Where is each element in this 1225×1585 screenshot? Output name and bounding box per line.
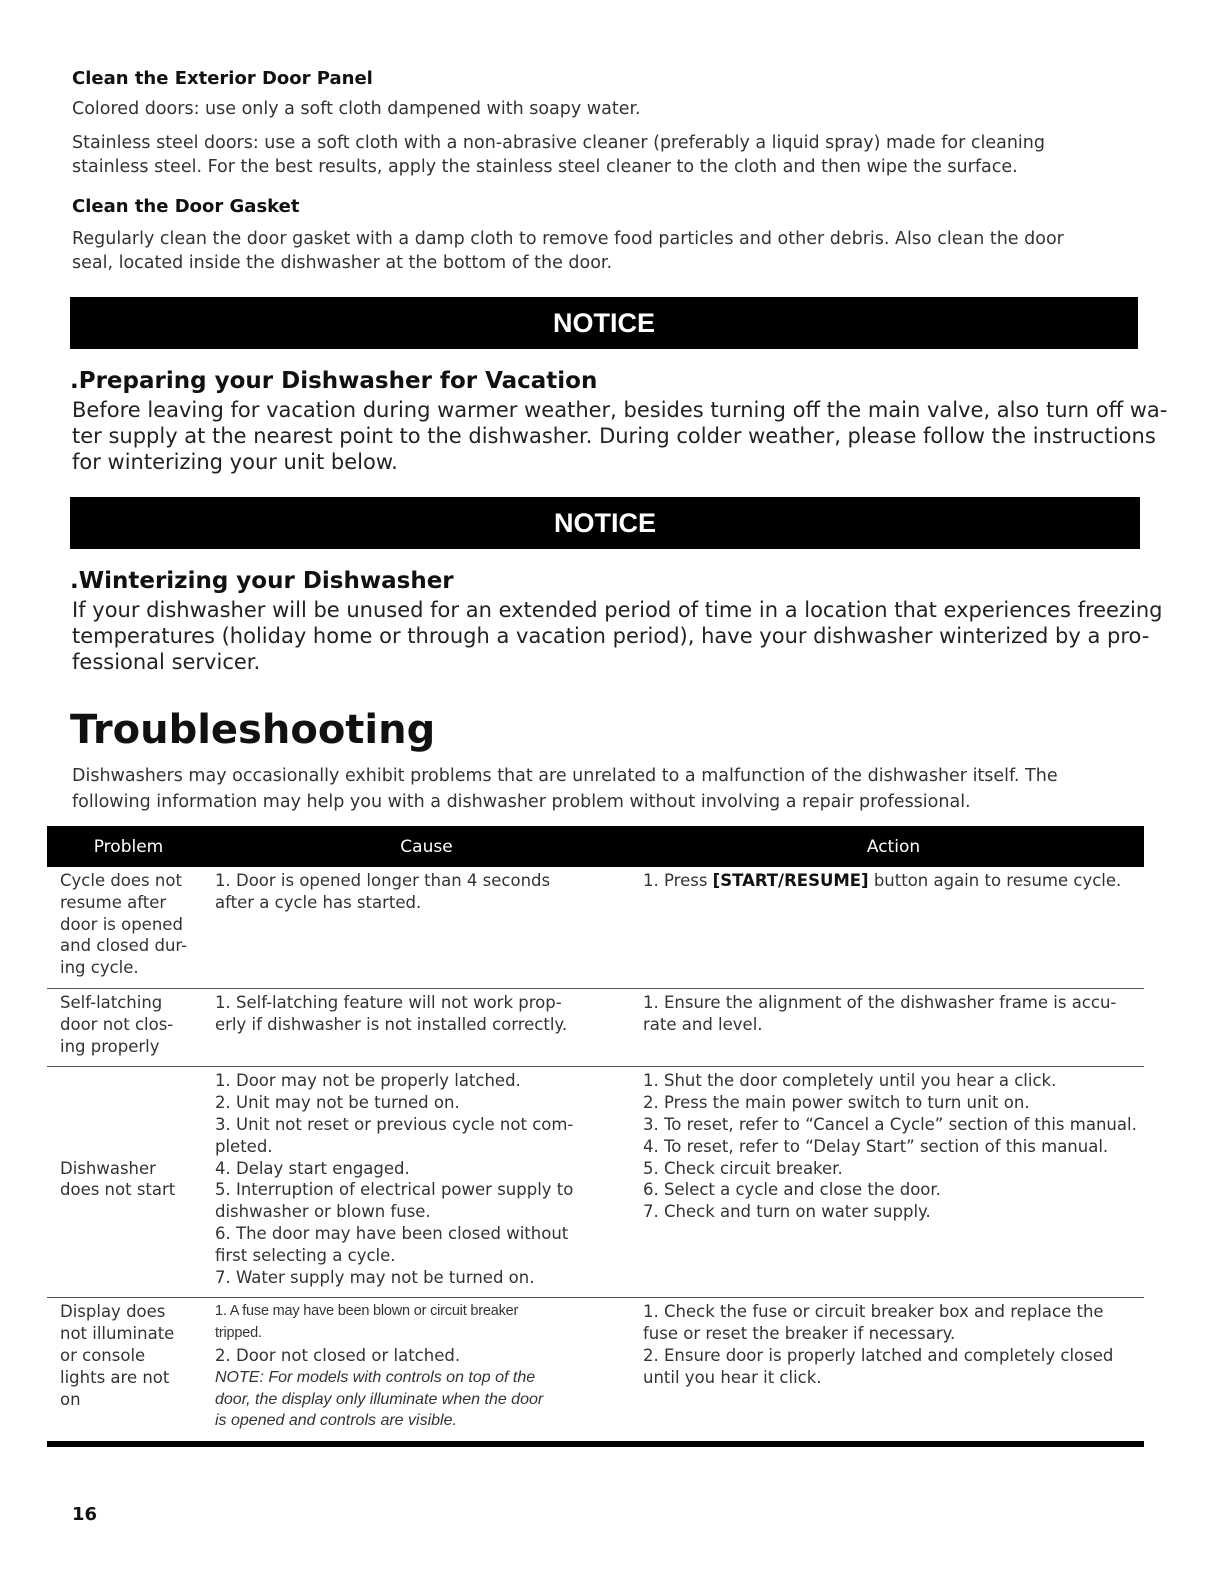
text-line: 1. Door is opened longer than 4 seconds — [215, 871, 551, 890]
cause-cell — [210, 867, 643, 988]
gasket-heading: Clean the Door Gasket — [72, 196, 300, 217]
text-line: 4. To reset, refer to “Delay Start” section of this manual. — [643, 1136, 1109, 1156]
text-line: Display does — [60, 1302, 166, 1322]
text-line: 1. A fuse may have been blown or circuit breaker — [215, 1303, 519, 1320]
winterizing-heading: .Winterizing your Dishwasher — [70, 568, 454, 594]
table-header-row — [47, 826, 1144, 867]
winterizing-paragraph — [72, 597, 1163, 675]
troubleshooting-table — [47, 826, 1144, 1447]
text-line: tripped. — [215, 1325, 262, 1342]
cause-cell — [210, 1298, 643, 1444]
problem-cell — [47, 1298, 210, 1444]
vacation-heading: .Preparing your Dishwasher for Vacation — [70, 368, 598, 394]
text-line: Self-latching — [60, 992, 163, 1012]
text-line: temperatures (holiday home or through a vacation period), have your dishwasher winterized by a pro- — [72, 624, 1150, 648]
text-line: fessional servicer. — [72, 650, 261, 674]
text-line: 2. Press the main power switch to turn unit on. — [643, 1093, 1030, 1113]
text-line: Cycle does not — [60, 871, 182, 890]
page-title: Troubleshooting — [70, 707, 436, 753]
text-line: 1. Door may not be properly latched. — [215, 1071, 521, 1091]
text-line: 1. Check the fuse or circuit breaker box and replace the — [643, 1302, 1104, 1322]
text-line: erly if dishwasher is not installed correctly. — [215, 1014, 568, 1034]
notice-bar: NOTICE — [70, 297, 1138, 349]
text-line: 2. Unit may not be turned on. — [215, 1093, 460, 1113]
problem-cell — [47, 988, 210, 1066]
troubleshooting-intro — [72, 763, 1152, 815]
problem-cell — [47, 1067, 210, 1298]
table-row — [47, 988, 1144, 1066]
column-header-problem: Problem — [47, 826, 210, 867]
text-line: for winterizing your unit below. — [72, 450, 398, 474]
page-number: 16 — [72, 1504, 98, 1525]
text-line: rate and level. — [643, 1014, 763, 1034]
text-line: 7. Check and turn on water supply. — [643, 1202, 931, 1222]
action-cell — [643, 1067, 1144, 1298]
text-line: 6. Select a cycle and close the door. — [643, 1180, 941, 1200]
text-line: pleted. — [215, 1136, 273, 1156]
text-line: Regularly clean the door gasket with a damp cloth to remove food particles and other debris. Also clean the door — [72, 229, 1064, 249]
note-text: is opened and controls are visible. — [215, 1412, 457, 1430]
problem-cell — [47, 867, 210, 988]
notice-bar: NOTICE — [70, 497, 1140, 549]
note-text: NOTE: For models with controls on top of the — [215, 1368, 536, 1386]
text-line: ing properly — [60, 1036, 160, 1056]
text-line: and closed dur- — [60, 936, 188, 956]
gasket-paragraph — [72, 227, 1152, 275]
text-line: 5. Check circuit breaker. — [643, 1158, 843, 1178]
text-line — [643, 870, 1144, 892]
exterior-heading: Clean the Exterior Door Panel — [72, 68, 373, 89]
text-line: seal, located inside the dishwasher at the bottom of the door. — [72, 253, 613, 273]
text-line: door is opened — [60, 914, 183, 934]
cause-cell — [210, 1067, 643, 1298]
start-resume-button-label: [START/RESUME] — [712, 871, 869, 890]
text-line: Dishwashers may occasionally exhibit problems that are unrelated to a malfunction of the dishwasher itself. The — [72, 766, 1058, 786]
cause-cell — [210, 988, 643, 1066]
text-line: fuse or reset the breaker if necessary. — [643, 1324, 956, 1344]
vacation-paragraph — [72, 397, 1168, 475]
text-line: until you hear it click. — [643, 1367, 822, 1387]
text-line: dishwasher or blown fuse. — [215, 1202, 431, 1222]
column-header-cause: Cause — [210, 826, 643, 867]
text-line: door not clos- — [60, 1014, 174, 1034]
text-line: 1. Ensure the alignment of the dishwasher frame is accu- — [643, 992, 1117, 1012]
action-cell — [643, 988, 1144, 1066]
text-line: 4. Delay start engaged. — [215, 1158, 410, 1178]
table-row — [47, 867, 1144, 988]
text-line: 3. To reset, refer to “Cancel a Cycle” section of this manual. — [643, 1114, 1137, 1134]
text-line: does not start — [60, 1180, 176, 1200]
text-line: Dishwasher — [60, 1158, 156, 1178]
action-text: 1. Press — [643, 871, 713, 890]
action-cell — [643, 1298, 1144, 1444]
text-line: 1. Self-latching feature will not work prop- — [215, 992, 562, 1012]
table-row — [47, 1067, 1144, 1298]
text-line: ing cycle. — [60, 958, 139, 978]
action-cell — [643, 867, 1144, 988]
column-header-action: Action — [643, 826, 1144, 867]
text-line: resume after — [60, 892, 167, 912]
text-line: following information may help you with a dishwasher problem without involving a repair professional. — [72, 792, 971, 812]
text-line: on — [60, 1389, 81, 1409]
text-line: 1. Shut the door completely until you hear a click. — [643, 1071, 1057, 1091]
text-line: 2. Door not closed or latched. — [215, 1345, 461, 1365]
table-row — [47, 1298, 1144, 1444]
text-line: 2. Ensure door is properly latched and completely closed — [643, 1345, 1114, 1365]
text-line: not illuminate — [60, 1324, 175, 1344]
text-line: Stainless steel doors: use a soft cloth with a non-abrasive cleaner (preferably a liquid spray) made for cleaning — [72, 133, 1045, 153]
text-line: 3. Unit not reset or previous cycle not com- — [215, 1114, 574, 1134]
text-line: 5. Interruption of electrical power supply to — [215, 1180, 574, 1200]
text-line: If your dishwasher will be unused for an extended period of time in a location that experiences freezing — [72, 598, 1163, 622]
exterior-paragraph-stainless — [72, 131, 1152, 179]
text-line: 7. Water supply may not be turned on. — [215, 1267, 535, 1287]
text-line: ter supply at the nearest point to the dishwasher. During colder weather, please follow the instructions — [72, 424, 1156, 448]
text-line: stainless steel. For the best results, apply the stainless steel cleaner to the cloth and then wipe the surface. — [72, 157, 1018, 177]
text-line: after a cycle has started. — [215, 892, 422, 912]
action-text: button again to resume cycle. — [868, 871, 1122, 890]
note-text: door, the display only illuminate when the door — [215, 1390, 544, 1408]
text-line: first selecting a cycle. — [215, 1245, 396, 1265]
exterior-paragraph-colored: Colored doors: use only a soft cloth dampened with soapy water. — [72, 99, 641, 119]
text-line: Before leaving for vacation during warmer weather, besides turning off the main valve, also turn off wa- — [72, 398, 1168, 422]
text-line: 6. The door may have been closed without — [215, 1223, 569, 1243]
text-line: lights are not — [60, 1367, 170, 1387]
text-line: or console — [60, 1345, 146, 1365]
